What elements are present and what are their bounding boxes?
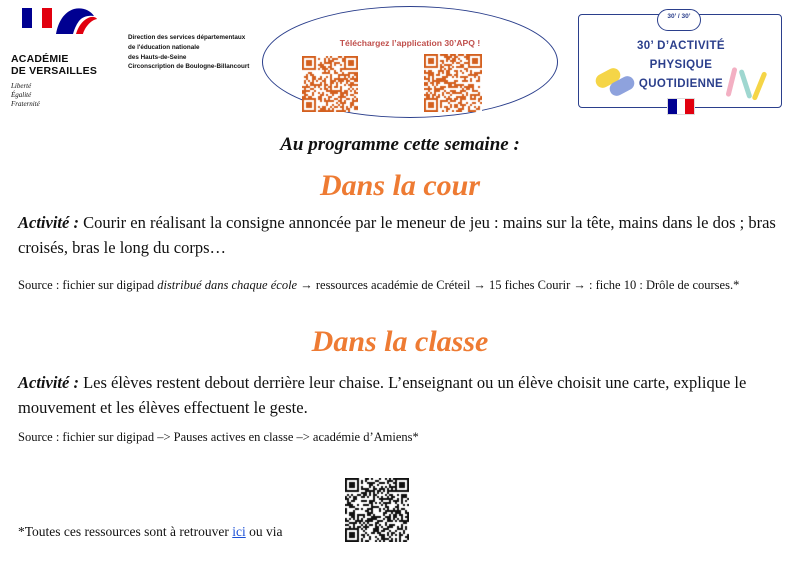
dsden-line2: de l'éducation nationale: [128, 43, 200, 51]
activity-label: Activité :: [18, 373, 79, 392]
logo-title-line2: DE VERSAILLES: [11, 65, 98, 78]
motto-egalite: Égalité: [11, 90, 32, 99]
page-title: Au programme cette semaine :: [280, 134, 520, 155]
motto-fraternite: Fraternité: [11, 99, 40, 108]
marianne-logo-icon: [22, 6, 98, 50]
marianne-profile-icon: [52, 6, 98, 36]
activity-label: Activité :: [18, 213, 79, 232]
footer-note-suffix: ou via: [245, 524, 283, 539]
activity-text: Les élèves restent debout derrière leur chaise. L’enseignant ou un élève choisit une carte, explique le mouvement et les élèves effectuent le geste.: [18, 373, 747, 417]
source-prefix: Source : fichier sur digipad –> Pauses actives en classe –> académie d’Amiens*: [18, 430, 419, 444]
dsden-line4: Circonscription de Boulogne-Billancourt: [128, 63, 250, 71]
download-app-callout: [262, 6, 562, 122]
dsden-line3: des Hauts-de-Seine: [128, 53, 187, 61]
apq-badge-title: [579, 37, 783, 94]
section-title-cour: Dans la cour: [319, 169, 481, 202]
apq-badge-title-line2: PHYSIQUE: [649, 58, 713, 71]
source-line-classe: [18, 428, 780, 447]
apq-badge-title-line1: 30’ D’ACTIVITÉ: [636, 40, 726, 52]
french-flag-icon: [667, 98, 695, 115]
french-flag-icon: [22, 8, 52, 28]
source-prefix: Source : fichier sur digipad: [18, 278, 158, 292]
motto-liberte: Liberté: [11, 82, 32, 91]
logo-motto: [8, 82, 112, 108]
qr-code-app-ios-icon[interactable]: [424, 54, 482, 112]
source-emphasis: distribué dans chaque école: [157, 278, 298, 292]
apq-badge-title-line3: QUOTIDIENNE: [638, 77, 724, 90]
source-line-cour: [18, 276, 780, 295]
dsden-line1: Direction des services départementaux: [128, 34, 246, 41]
activity-text: Courir en réalisant la consigne annoncée par le meneur de jeu : mains sur la tête, mains dans le dos ; bras croisés, bras le long du corps…: [18, 213, 776, 257]
footer-note: [18, 524, 438, 540]
apq-badge-bubble: 30’ / 30’: [657, 9, 701, 31]
activity-paragraph-classe: [18, 371, 784, 421]
activity-paragraph-cour: [18, 211, 784, 261]
resources-link[interactable]: ici: [232, 524, 246, 539]
logo-title: [8, 53, 112, 77]
source-suffix: → ressources académie de Créteil → 15 fiches Courir → : fiche 10 : Drôle de courses.*: [297, 278, 740, 292]
dsden-address-block: [128, 33, 278, 72]
section-title-classe: Dans la classe: [311, 325, 489, 358]
footer-note-prefix: *Toutes ces ressources sont à retrouver: [18, 524, 233, 539]
academie-versailles-logo: [8, 6, 112, 108]
apq-badge: [578, 14, 782, 108]
qr-code-app-android-icon[interactable]: [302, 56, 358, 112]
download-app-text: Téléchargez l’application 30’APQ !: [339, 38, 481, 48]
logo-title-line1: ACADÉMIE: [11, 53, 69, 65]
document-header: [0, 0, 800, 125]
